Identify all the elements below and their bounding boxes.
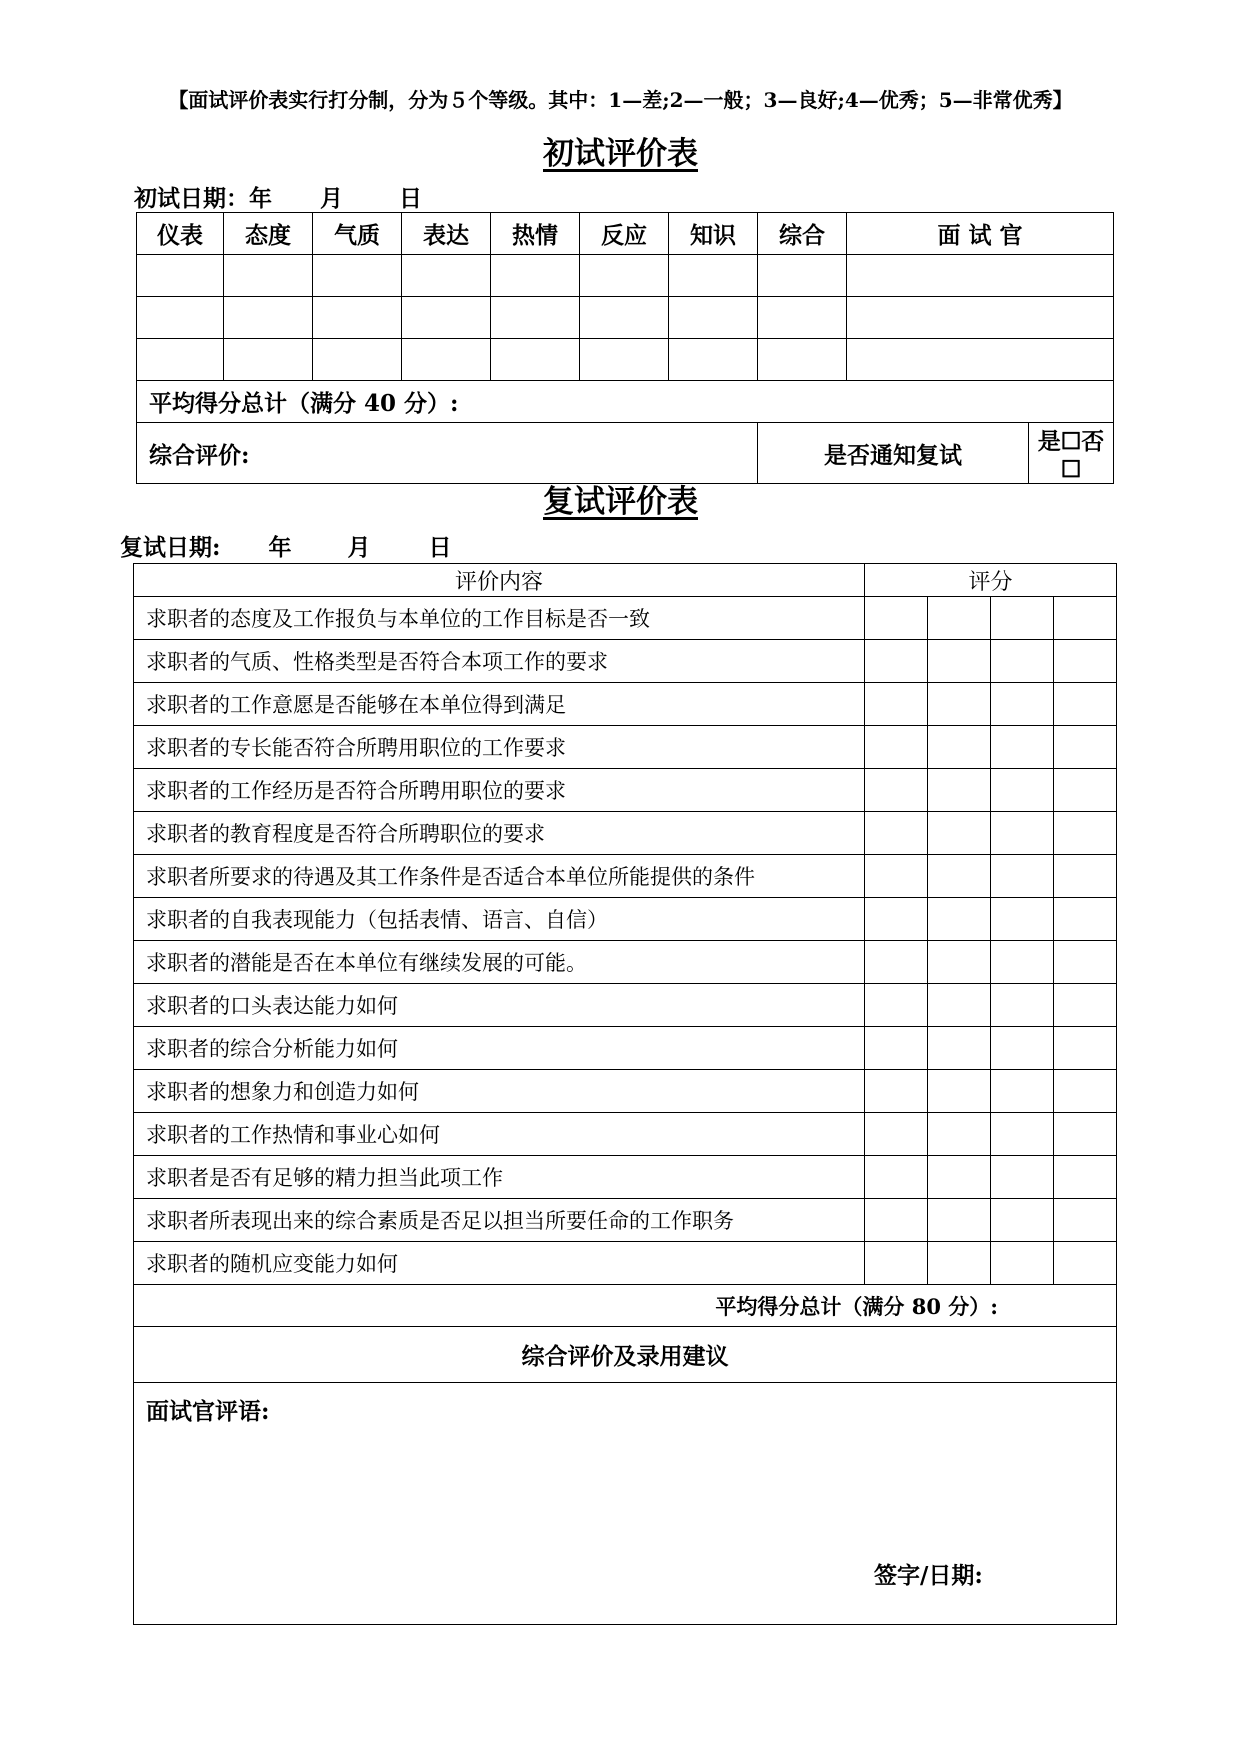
score-cell[interactable]	[580, 255, 669, 297]
notify-retest-label: 是否通知复试	[758, 423, 1029, 484]
score-cells[interactable]	[865, 769, 1117, 812]
evaluation-row	[134, 812, 1117, 855]
score-cells[interactable]	[865, 597, 1117, 640]
second-interview-table	[133, 563, 1117, 1625]
score-cell[interactable]	[491, 255, 580, 297]
evaluation-item: 求职者的想象力和创造力如何	[134, 1070, 865, 1113]
second-date-label: 复试日期:	[120, 534, 221, 561]
evaluation-row	[134, 769, 1117, 812]
score-cell[interactable]	[224, 255, 313, 297]
second-interview-title: 复试评价表	[543, 484, 698, 520]
evaluation-row	[134, 984, 1117, 1027]
evaluation-item: 求职者的工作意愿是否能够在本单位得到满足	[134, 683, 865, 726]
score-cells[interactable]	[865, 1156, 1117, 1199]
score-cells[interactable]	[865, 1113, 1117, 1156]
score-cell[interactable]	[758, 297, 847, 339]
header-temperament: 气质	[313, 213, 402, 255]
header-interviewer: 面 试 官	[847, 213, 1114, 255]
evaluation-item: 求职者的专长能否符合所聘用职位的工作要求	[134, 726, 865, 769]
evaluation-row	[134, 941, 1117, 984]
score-cell[interactable]	[402, 255, 491, 297]
header-appearance: 仪表	[137, 213, 224, 255]
score-cells[interactable]	[865, 1070, 1117, 1113]
score-cell[interactable]	[224, 339, 313, 381]
second-header-row	[134, 564, 1117, 597]
header-knowledge: 知识	[669, 213, 758, 255]
first-header-row	[137, 213, 1114, 255]
second-date-year: 年	[268, 534, 292, 561]
evaluation-row	[134, 1156, 1117, 1199]
score-cell[interactable]	[402, 339, 491, 381]
first-overall-row	[137, 423, 1114, 484]
score-cell[interactable]	[313, 339, 402, 381]
remarks-row	[134, 1383, 1117, 1625]
score-cell[interactable]	[137, 255, 224, 297]
evaluation-item: 求职者的工作热情和事业心如何	[134, 1113, 865, 1156]
evaluation-item: 求职者的工作经历是否符合所聘用职位的要求	[134, 769, 865, 812]
score-cells[interactable]	[865, 812, 1117, 855]
second-average-label: 平均得分总计（满分 80 分）:	[134, 1285, 1117, 1327]
score-cell[interactable]	[137, 297, 224, 339]
evaluation-item: 求职者的潜能是否在本单位有继续发展的可能。	[134, 941, 865, 984]
score-cell[interactable]	[580, 297, 669, 339]
evaluation-row	[134, 597, 1117, 640]
score-cells[interactable]	[865, 898, 1117, 941]
header-attitude: 态度	[224, 213, 313, 255]
evaluation-row	[134, 1113, 1117, 1156]
evaluation-item: 求职者的态度及工作报负与本单位的工作目标是否一致	[134, 597, 865, 640]
score-cell[interactable]	[669, 297, 758, 339]
interviewer-cell[interactable]	[847, 297, 1114, 339]
first-score-row	[137, 339, 1114, 381]
evaluation-item: 求职者的教育程度是否符合所聘职位的要求	[134, 812, 865, 855]
scoring-note: 【面试评价表实行打分制，分为５个等级。其中：1—差;2—一般；3—良好;4—优秀；5—非常优秀】	[168, 88, 1073, 112]
evaluation-row	[134, 1070, 1117, 1113]
evaluation-item: 求职者的气质、性格类型是否符合本项工作的要求	[134, 640, 865, 683]
first-date-month: 月	[320, 185, 344, 212]
recommendation-section-row	[134, 1327, 1117, 1383]
score-cell[interactable]	[580, 339, 669, 381]
evaluation-row	[134, 683, 1117, 726]
score-cell[interactable]	[402, 297, 491, 339]
recommendation-section-title: 综合评价及录用建议	[134, 1327, 1117, 1383]
score-cells[interactable]	[865, 1027, 1117, 1070]
first-date-day: 日	[399, 185, 423, 212]
first-interview-title: 初试评价表	[543, 136, 698, 172]
header-overall: 综合	[758, 213, 847, 255]
first-interview-table	[136, 212, 1114, 484]
header-enthusiasm: 热情	[491, 213, 580, 255]
header-score: 评分	[865, 564, 1117, 597]
evaluation-item: 求职者是否有足够的精力担当此项工作	[134, 1156, 865, 1199]
header-evaluation-content: 评价内容	[134, 564, 865, 597]
score-cell[interactable]	[137, 339, 224, 381]
score-cells[interactable]	[865, 683, 1117, 726]
interviewer-cell[interactable]	[847, 255, 1114, 297]
evaluation-item: 求职者所要求的待遇及其工作条件是否适合本单位所能提供的条件	[134, 855, 865, 898]
second-date-month: 月	[347, 534, 371, 561]
score-cells[interactable]	[865, 1199, 1117, 1242]
header-expression: 表达	[402, 213, 491, 255]
score-cells[interactable]	[865, 941, 1117, 984]
score-cell[interactable]	[491, 297, 580, 339]
score-cells[interactable]	[865, 984, 1117, 1027]
score-cell[interactable]	[758, 255, 847, 297]
header-reaction: 反应	[580, 213, 669, 255]
evaluation-row	[134, 1027, 1117, 1070]
second-average-row	[134, 1285, 1117, 1327]
first-score-row	[137, 255, 1114, 297]
second-interview-date	[120, 529, 452, 562]
score-cells[interactable]	[865, 855, 1117, 898]
evaluation-row	[134, 1242, 1117, 1285]
first-average-label: 平均得分总计（满分 40 分）:	[137, 381, 1114, 423]
interviewer-cell[interactable]	[847, 339, 1114, 381]
evaluation-item: 求职者所表现出来的综合素质是否足以担当所要任命的工作职务	[134, 1199, 865, 1242]
second-date-day: 日	[428, 534, 452, 561]
signature-date-label: 签字/日期:	[874, 1562, 983, 1589]
evaluation-item: 求职者的综合分析能力如何	[134, 1027, 865, 1070]
first-date-label: 初试日期：年	[134, 185, 272, 212]
score-cells[interactable]	[865, 1242, 1117, 1285]
evaluation-row	[134, 640, 1117, 683]
evaluation-item: 求职者的自我表现能力（包括表情、语言、自信）	[134, 898, 865, 941]
evaluation-item: 求职者的口头表达能力如何	[134, 984, 865, 1027]
evaluation-row	[134, 1199, 1117, 1242]
evaluation-row	[134, 898, 1117, 941]
score-cell[interactable]	[313, 255, 402, 297]
evaluation-row	[134, 726, 1117, 769]
notify-retest-options[interactable]: 是☐否☐	[1029, 423, 1114, 484]
score-cell[interactable]	[758, 339, 847, 381]
evaluation-row	[134, 855, 1117, 898]
first-score-row	[137, 297, 1114, 339]
score-cells[interactable]	[865, 726, 1117, 769]
first-average-row	[137, 381, 1114, 423]
score-cell[interactable]	[669, 255, 758, 297]
score-cell[interactable]	[669, 339, 758, 381]
first-overall-label[interactable]: 综合评价:	[137, 423, 758, 484]
interviewer-remarks-label: 面试官评语:	[146, 1398, 270, 1425]
score-cell[interactable]	[224, 297, 313, 339]
score-cell[interactable]	[491, 339, 580, 381]
score-cell[interactable]	[313, 297, 402, 339]
first-interview-date	[134, 180, 422, 213]
interviewer-remarks-field[interactable]	[134, 1383, 1117, 1625]
evaluation-item: 求职者的随机应变能力如何	[134, 1242, 865, 1285]
score-cells[interactable]	[865, 640, 1117, 683]
